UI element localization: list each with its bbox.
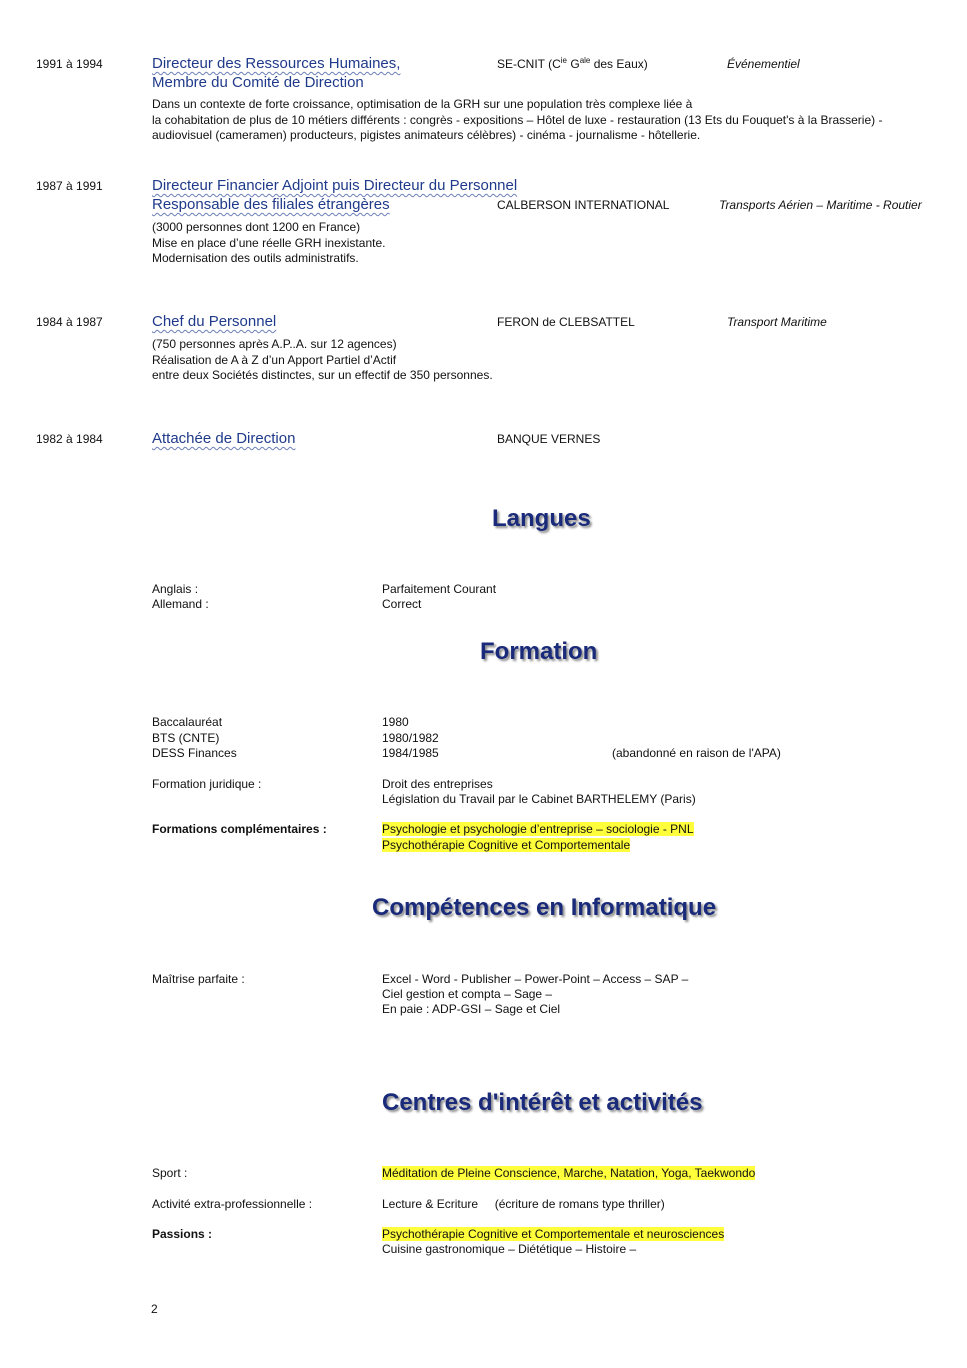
experience-desc: (750 personnes après A.P..A. sur 12 agences) Réalisation de A à Z d’un Apport Partiel d’Actif entre deux Sociétés distinctes, sur un effectif de 350 personnes.: [152, 337, 493, 382]
experience-company: SE-CNIT ($C^{ie}$ $G^{ale}$ des Eaux): [497, 56, 648, 71]
diploma-year: 1980: [382, 715, 409, 729]
experience-sector: Transports Aérien – Maritime - Routier: [719, 198, 922, 212]
section-heading-formation: Formation: [480, 638, 598, 665]
language-level: Parfaitement Courant: [382, 582, 497, 596]
interets-passions-value: Cuisine gastronomique – Diététique – Histoire –: [382, 1242, 637, 1256]
experience-sector: Transport Maritime: [727, 315, 827, 329]
informatique-value: Excel - Word - Publisher – Power-Point – Access – SAP –: [382, 972, 689, 986]
experience-company: BANQUE VERNES: [497, 432, 601, 446]
experience-desc: Dans un contexte de forte croissance, optimisation de la GRH sur une population très complexe liée à la cohabitation de plus de 10 métiers différents : congrès - expositions – Hôtel de luxe - restauration (13 Ets du Fouquet's à la Brasserie) - audiovisuel (cameramen) producteurs, pigistes animateurs célèbres) - cinéma - journalisme - hôtellerie.: [152, 97, 883, 142]
section-heading-langues: Langues: [492, 505, 591, 532]
experience-title: Attachée de Direction: [152, 430, 296, 447]
experience-sector: Événementiel: [727, 57, 800, 71]
experience-title-line2: Responsable des filiales étrangères: [152, 196, 390, 213]
experience-title: Chef du Personnel: [152, 313, 277, 330]
page-number: 2: [151, 1302, 158, 1316]
section-heading-interets: Centres d'intérêt et activités: [382, 1089, 703, 1116]
section-heading-informatique: Compétences en Informatique: [372, 894, 717, 921]
language-label: Allemand :: [152, 597, 209, 611]
informatique-value: En paie : ADP-GSI – Sage et Ciel: [382, 1002, 561, 1016]
diploma-year: 1984/1985: [382, 746, 439, 760]
formation-juridique-value: Législation du Travail par le Cabinet BARTHELEMY (Paris): [382, 792, 696, 806]
experience-title-line2: Membre du Comité de Direction: [152, 74, 364, 91]
informatique-label: Maîtrise parfaite :: [152, 972, 245, 986]
experience-title: Directeur Financier Adjoint puis Directeur du Personnel: [152, 177, 518, 194]
formation-complementaires-label: Formations complémentaires :: [152, 822, 327, 836]
formation-juridique-value: Droit des entreprises: [382, 777, 493, 791]
diploma-year: 1980/1982: [382, 731, 439, 745]
experience-title: Directeur des Ressources Humaines,: [152, 55, 401, 72]
diploma-label: BTS (CNTE): [152, 731, 220, 745]
interets-sport-label: Sport :: [152, 1166, 188, 1180]
experience-years: 1982 à 1984: [36, 432, 103, 446]
experience-desc: (3000 personnes dont 1200 en France) Mise en place d’une réelle GRH inexistante. Modernisation des outils administratifs.: [152, 220, 386, 265]
experience-company: CALBERSON INTERNATIONAL: [497, 198, 670, 212]
diploma-label: Baccalauréat: [152, 715, 223, 729]
language-label: Anglais :: [152, 582, 199, 596]
interets-sport-value: Méditation de Pleine Conscience, Marche, Natation, Yoga, Taekwondo: [382, 1166, 756, 1180]
experience-years: 1987 à 1991: [36, 179, 103, 193]
interets-activite-value: Lecture & Ecriture (écriture de romans type thriller): [382, 1197, 665, 1211]
experience-years: 1991 à 1994: [36, 57, 103, 71]
formation-complementaires-value: Psychologie et psychologie d’entreprise – sociologie - PNL: [382, 822, 694, 836]
interets-activite-label: Activité extra-professionnelle :: [152, 1197, 313, 1211]
interets-passions-label: Passions :: [152, 1227, 213, 1241]
language-level: Correct: [382, 597, 422, 611]
formation-juridique-label: Formation juridique :: [152, 777, 262, 791]
informatique-value: Ciel gestion et compta – Sage –: [382, 987, 553, 1001]
experience-company: FERON de CLEBSATTEL: [497, 315, 635, 329]
experience-years: 1984 à 1987: [36, 315, 103, 329]
diploma-note: (abandonné en raison de l'APA): [612, 746, 781, 760]
formation-complementaires-value: Psychothérapie Cognitive et Comportementale: [382, 838, 631, 852]
interets-passions-value: Psychothérapie Cognitive et Comportementale et neurosciences: [382, 1227, 725, 1241]
diploma-label: DESS Finances: [152, 746, 237, 760]
